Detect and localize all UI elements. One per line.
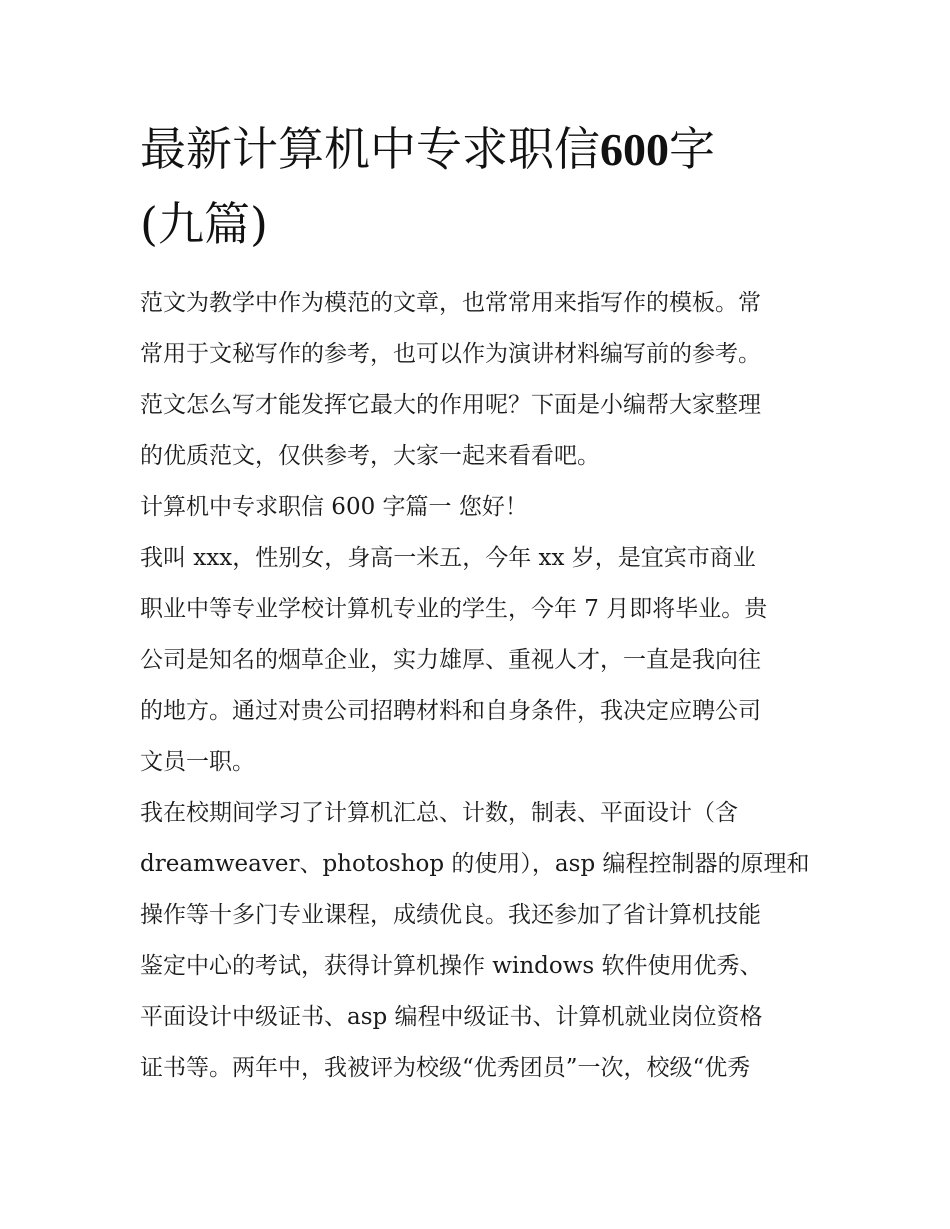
page-title: [140, 112, 820, 261]
title-suffix: 字: [669, 122, 715, 176]
body-line: dreamweaver、photoshop 的使用），asp 编程控制器的原理和: [140, 851, 810, 877]
body-line: 公司是知名的烟草企业，实力雄厚、重视人才，一直是我向往: [140, 647, 761, 673]
body-line: 文员一职。: [140, 749, 255, 775]
body-line: 常用于文秘写作的参考，也可以作为演讲材料编写前的参考。: [140, 341, 761, 367]
title-number: 600: [600, 124, 669, 175]
body-line: 的地方。通过对贵公司招聘材料和自身条件，我决定应聘公司: [140, 698, 761, 724]
document-body: [140, 278, 830, 1094]
body-line: 操作等十多门专业课程，成绩优良。我还参加了省计算机技能: [140, 902, 761, 928]
title-subtitle: (九篇): [140, 197, 268, 251]
body-line: 计算机中专求职信 600 字篇一 您好！: [140, 494, 528, 520]
body-line: 我叫 xxx，性别女，身高一米五，今年 xx 岁，是宜宾市商业: [140, 545, 756, 571]
title-text: 最新计算机中专求职信: [140, 122, 600, 176]
body-line: 我在校期间学习了计算机汇总、计数，制表、平面设计（含: [140, 800, 738, 826]
body-line: 范文为教学中作为模范的文章，也常常用来指写作的模板。常: [140, 290, 761, 316]
body-line: 鉴定中心的考试，获得计算机操作 windows 软件使用优秀、: [140, 953, 763, 979]
body-line: 证书等。两年中，我被评为校级“优秀团员”一次，校级“优秀: [140, 1055, 751, 1081]
body-line: 范文怎么写才能发挥它最大的作用呢？下面是小编帮大家整理: [140, 392, 761, 418]
body-line: 平面设计中级证书、asp 编程中级证书、计算机就业岗位资格: [140, 1004, 763, 1030]
body-line: 职业中等专业学校计算机专业的学生，今年 7 月即将毕业。贵: [140, 596, 768, 622]
body-line: 的优质范文，仅供参考，大家一起来看看吧。: [140, 443, 600, 469]
